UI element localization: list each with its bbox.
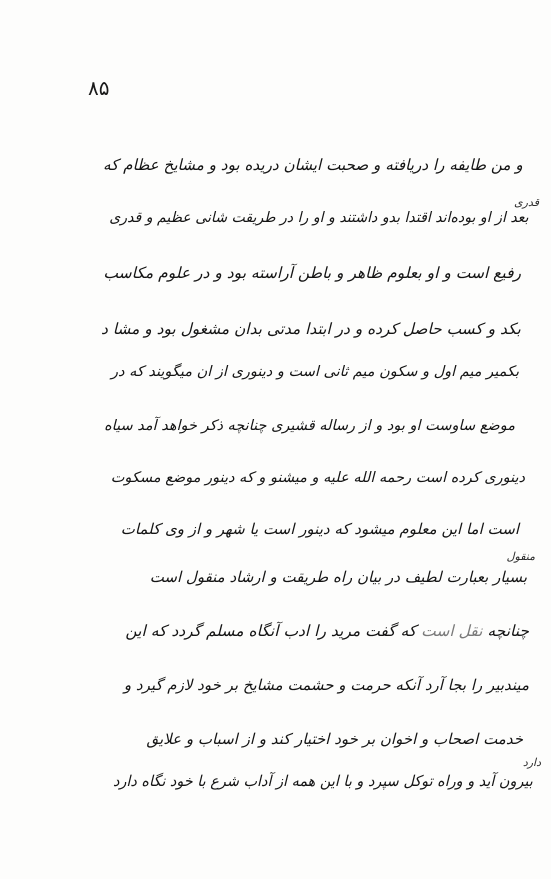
text-line-3: رفیع است و او بعلوم ظاهر و باطن آراسته بود و در علوم مکاسب [103,264,521,282]
text-line-1: و من طایفه را دریافته و صحبت ایشان دریده بود و مشایخ عظام که [103,156,523,174]
text-line-10: چنانچه نقل است که گفت مرید را ادب آنگاه مسلم گردد که این [125,622,529,640]
margin-gloss-2: منقول [506,550,535,563]
text-line-11: میندبیر را بجا آرد آنکه حرمت و حشمت مشایخ بر خود لازم گیرد و [123,676,529,694]
folio-number: ۸۵ [88,76,110,100]
text-line-7: دینوری کرده است رحمه الله علیه و میشنو و که دینور موضع مسکوت [110,470,525,486]
margin-gloss-1: قدری [514,196,539,209]
faded-ink-fragment: نقل است [421,622,483,640]
text-line-2: بعد از او بوده‌اند اقتدا بدو داشتند و او را در طریقت شانی عظیم و قدری [109,210,529,226]
text-line-12: خدمت اصحاب و اخوان بر خود اختیار کند و از اسباب و علایق [146,730,523,748]
text-line-13: بیرون آید و وراه توکل سپرد و با این همه از آداب شرع با خود نگاه دارد [113,772,533,790]
text-line-4: بکد و کسب حاصل کرده و در ابتدا مدتی بدان مشغول بود و مشا د [101,320,521,338]
margin-gloss-3: دارد [522,756,541,769]
text-line-8: است اما این معلوم میشود که دینور است یا شهر و از وی کلمات [120,520,519,538]
text-line-9: بسیار بعبارت لطیف در بیان راه طریقت و ارشاد منقول است [149,568,527,586]
text-line-5: بکمیر میم اول و سکون میم ثانی است و دینوری از ان میگویند که در [111,364,519,380]
text-line-6: موضع ساوست او بود و از رساله قشیری چنانچه ذکر خواهد آمد سیاه [104,418,515,434]
